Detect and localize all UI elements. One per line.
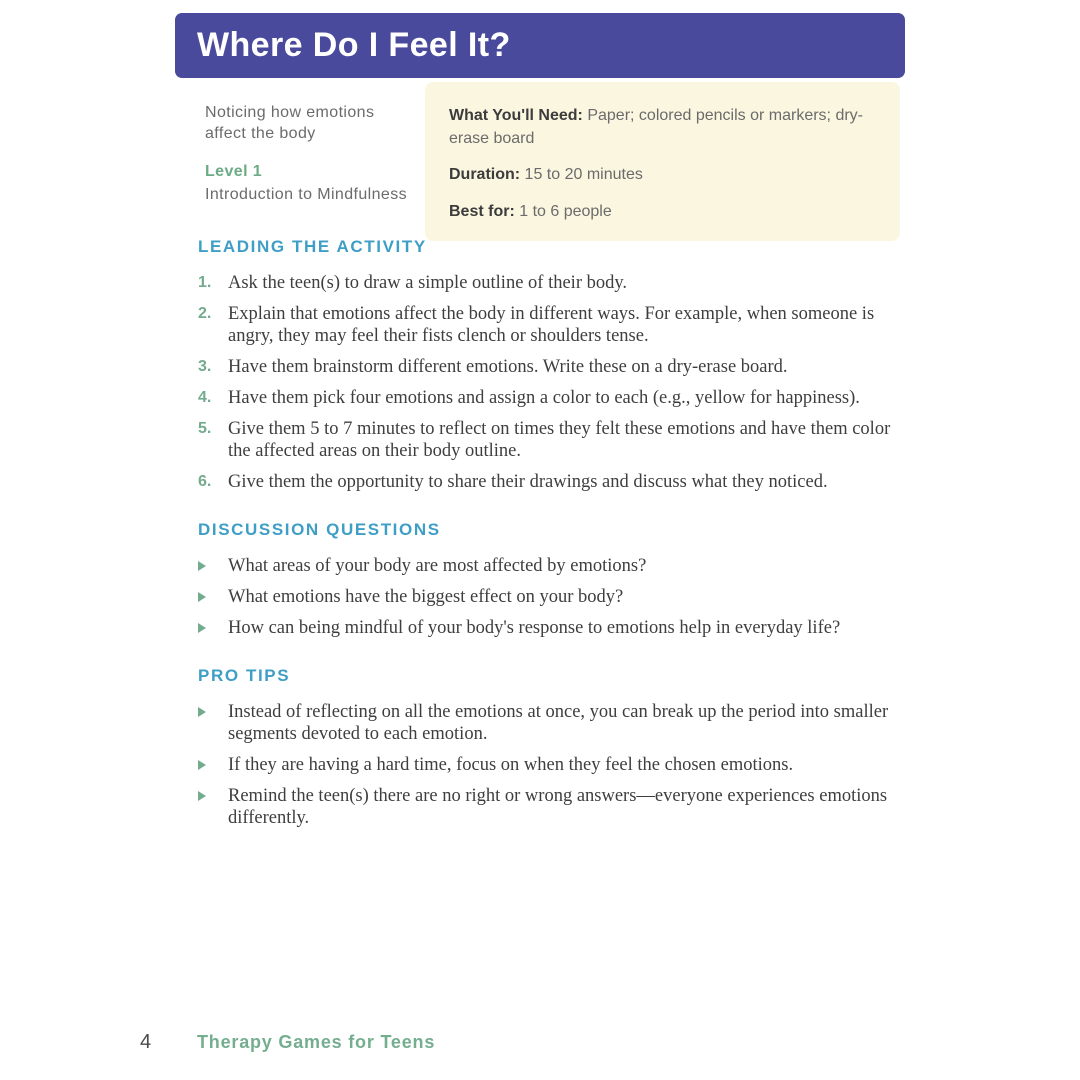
bullet-triangle-icon <box>198 586 228 608</box>
duration-value: 15 to 20 minutes <box>520 166 643 184</box>
activity-level-description: Introduction to Mindfulness <box>205 186 408 204</box>
item-text: Have them brainstorm different emotions. Write these on a dry-erase board. <box>228 357 788 377</box>
section-leading-the-activity <box>198 237 910 493</box>
section-heading-discussion: DISCUSSION QUESTIONS <box>198 520 441 539</box>
item-number: 5. <box>198 420 212 437</box>
materials-info-box <box>425 82 900 241</box>
item-number: 6. <box>198 473 212 490</box>
activity-level-badge: Level 1 <box>205 163 263 181</box>
section-pro-tips <box>198 666 910 829</box>
item-text: Ask the teen(s) to draw a simple outline of their body. <box>228 273 628 293</box>
numbered-list-item <box>198 303 910 347</box>
item-number: 1. <box>198 274 212 291</box>
bullet-triangle-icon <box>198 617 228 639</box>
best-for-row <box>449 200 876 223</box>
bullet-list-item <box>198 586 910 608</box>
book-title: Therapy Games for Teens <box>197 1032 436 1052</box>
numbered-list-item <box>198 272 910 294</box>
numbered-list-item <box>198 471 910 493</box>
bullet-list-item <box>198 785 910 829</box>
item-number: 3. <box>198 358 212 375</box>
duration-label: Duration: <box>449 166 521 184</box>
item-number: 4. <box>198 389 212 406</box>
item-number: 2. <box>198 305 212 322</box>
item-text: Explain that emotions affect the body in different ways. For example, when someone is angry, they may feel their fists clench or shoulders tense. <box>228 304 875 346</box>
numbered-list-item <box>198 387 910 409</box>
discussion-questions-list <box>198 555 910 639</box>
what-youll-need-value: Paper; colored pencils or markers; dry-erase board <box>449 107 863 148</box>
activity-meta-column <box>205 102 410 205</box>
section-heading-leading: LEADING THE ACTIVITY <box>198 237 427 256</box>
numbered-list-item <box>198 418 910 462</box>
item-text: How can being mindful of your body's response to emotions help in everyday life? <box>228 618 841 638</box>
main-content <box>198 237 910 856</box>
best-for-value: 1 to 6 people <box>514 202 612 220</box>
item-text: What areas of your body are most affected by emotions? <box>228 556 647 576</box>
bullet-triangle-icon <box>198 754 228 776</box>
bullet-triangle-icon <box>198 555 228 577</box>
bullet-triangle-icon <box>198 785 228 829</box>
section-discussion-questions <box>198 520 910 639</box>
duration-row <box>449 163 876 186</box>
item-text: Remind the teen(s) there are no right or wrong answers—everyone experiences emotions differently. <box>228 786 888 828</box>
bullet-list-item <box>198 617 910 639</box>
item-text: Give them the opportunity to share their drawings and discuss what they noticed. <box>228 472 828 492</box>
activity-subtitle: Noticing how emotions affect the body <box>205 104 375 143</box>
bullet-list-item <box>198 555 910 577</box>
what-youll-need-row <box>449 104 876 150</box>
item-text: Instead of reflecting on all the emotions at once, you can break up the period into smaller segments devoted to each emotion. <box>228 702 889 744</box>
pro-tips-list <box>198 701 910 829</box>
item-text: Give them 5 to 7 minutes to reflect on times they felt these emotions and have them color the affected areas on their body outline. <box>228 419 891 461</box>
section-heading-protips: PRO TIPS <box>198 666 291 685</box>
bullet-list-item <box>198 754 910 776</box>
activity-title-banner <box>175 13 905 78</box>
numbered-list-item <box>198 356 910 378</box>
bullet-triangle-icon <box>198 701 228 745</box>
item-text: If they are having a hard time, focus on when they feel the chosen emotions. <box>228 755 794 775</box>
page-footer <box>140 1031 435 1054</box>
page-title: Where Do I Feel It? <box>197 26 511 64</box>
leading-activity-list <box>198 272 910 493</box>
item-text: Have them pick four emotions and assign a color to each (e.g., yellow for happiness). <box>228 388 860 408</box>
best-for-label: Best for: <box>449 202 515 220</box>
item-text: What emotions have the biggest effect on your body? <box>228 587 624 607</box>
what-youll-need-label: What You'll Need: <box>449 107 583 124</box>
bullet-list-item <box>198 701 910 745</box>
page-number: 4 <box>140 1031 152 1053</box>
